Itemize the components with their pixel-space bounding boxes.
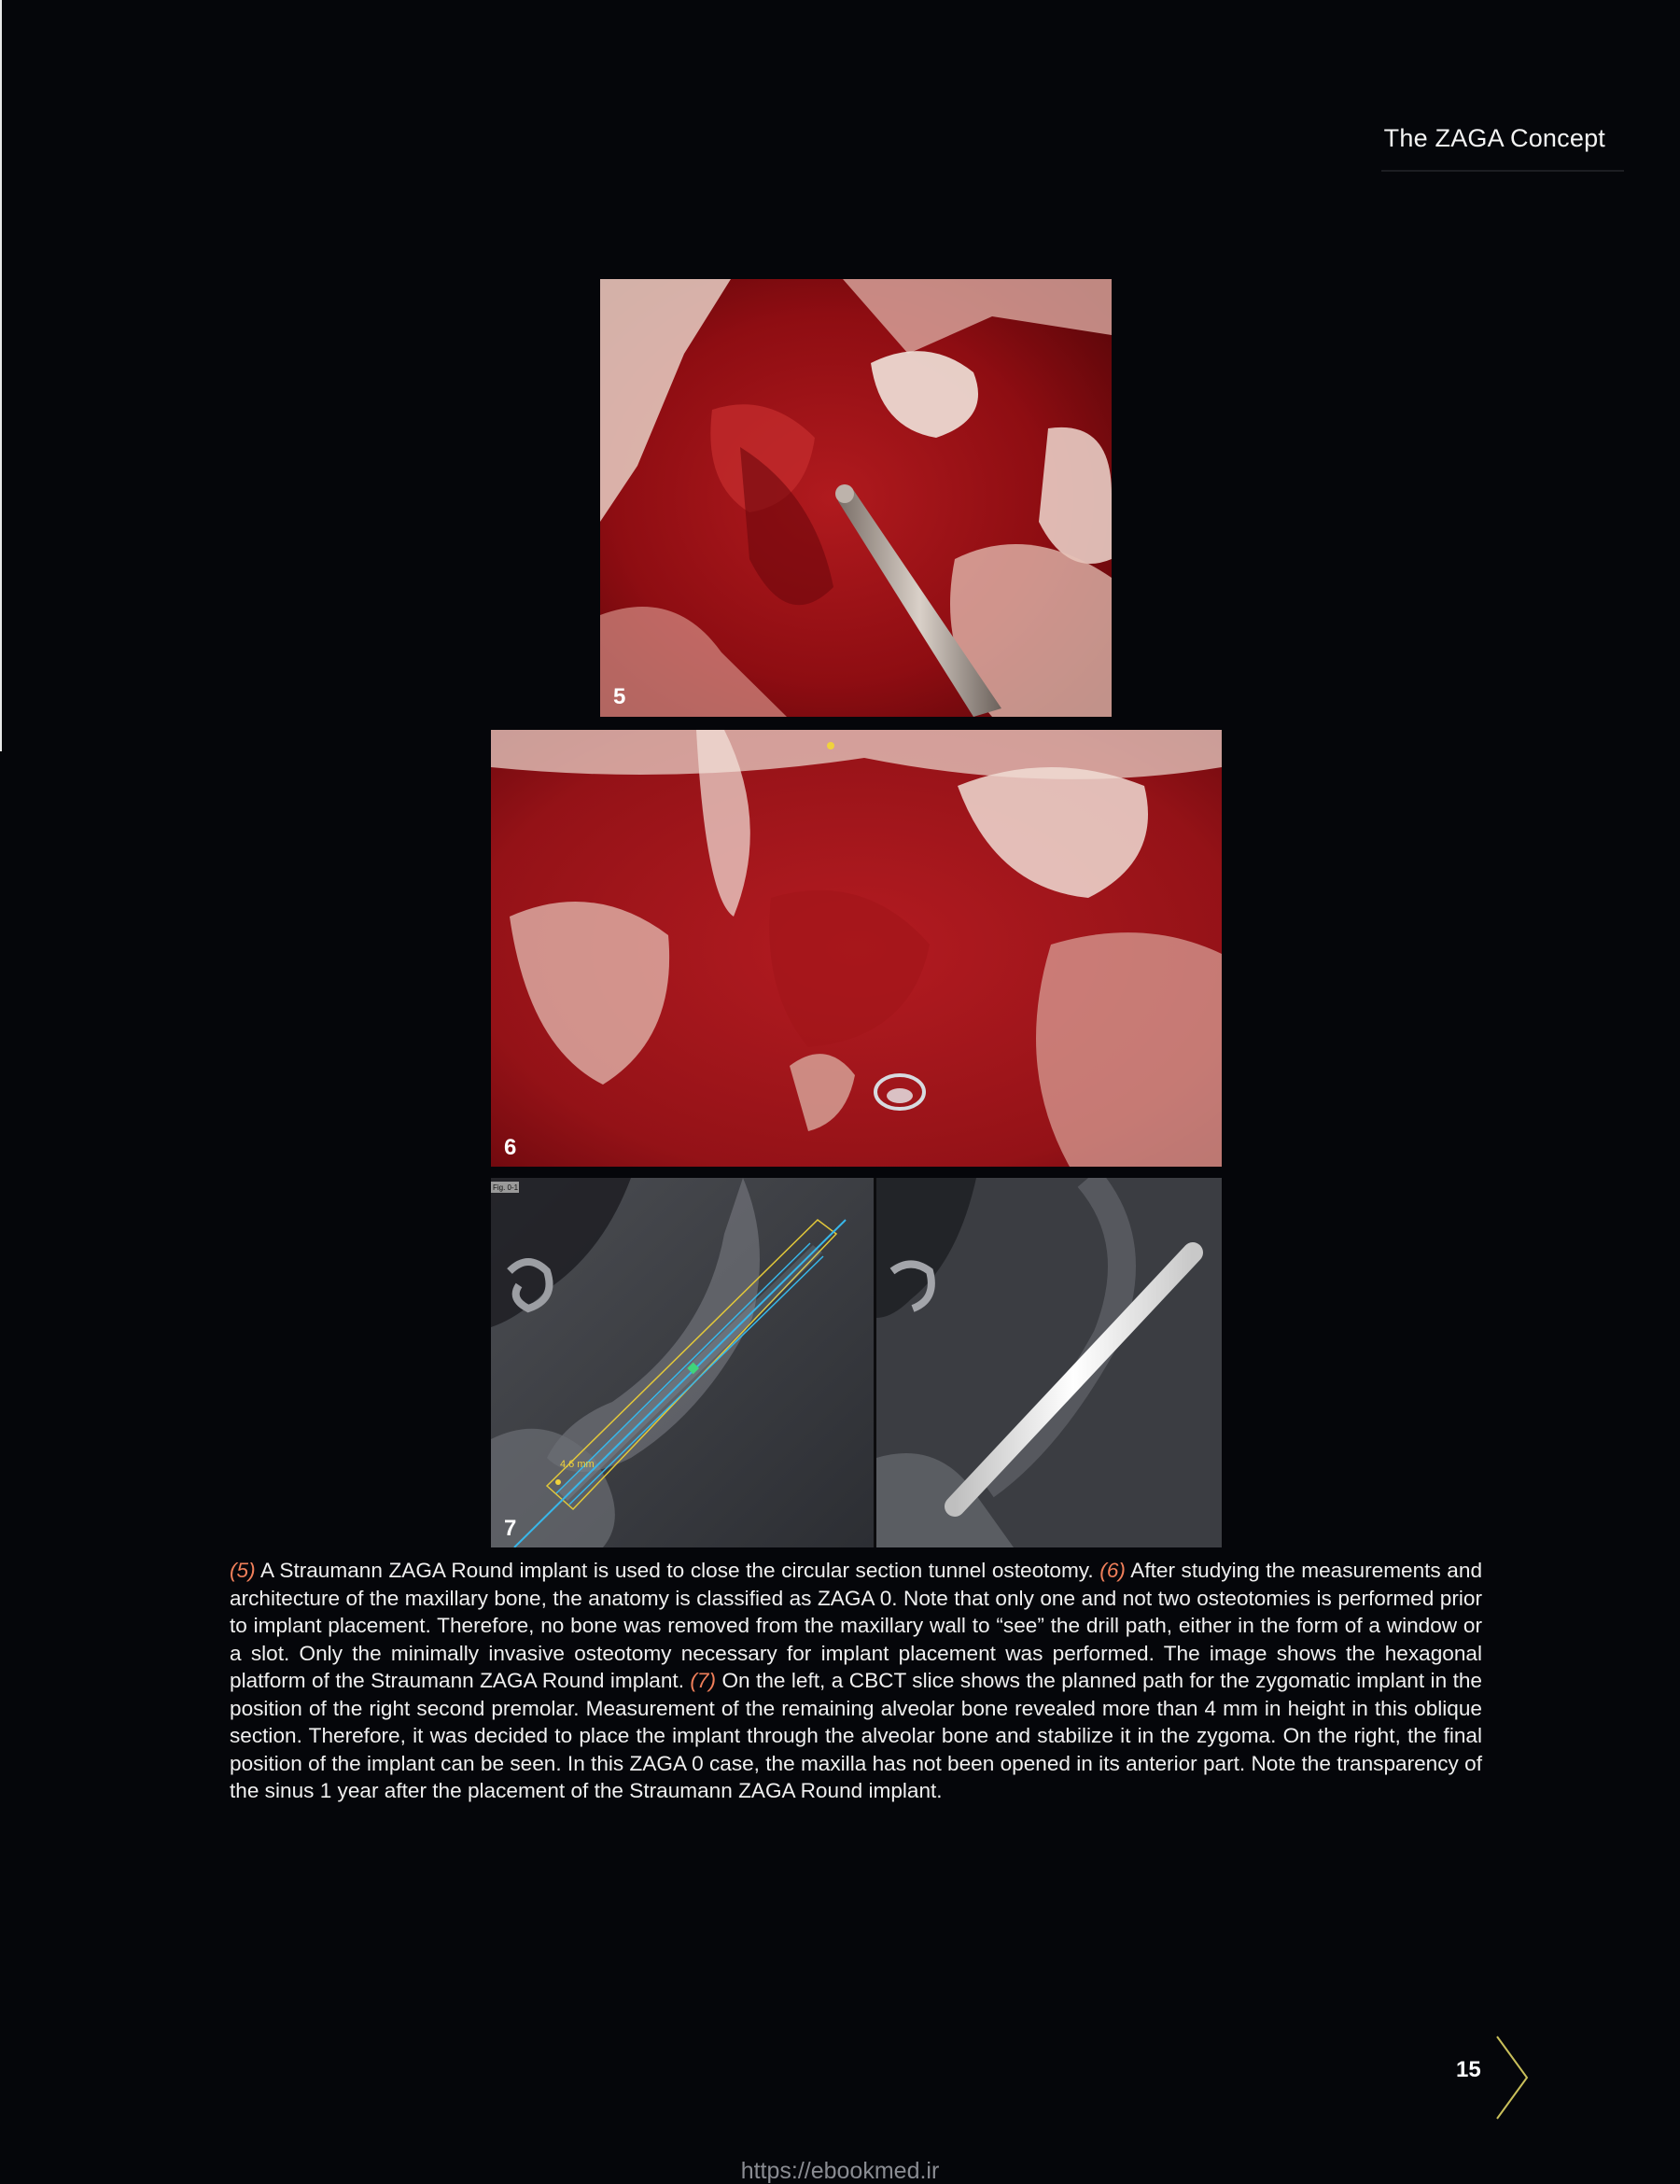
caption-ref-7: (7) bbox=[690, 1669, 717, 1692]
figure-6-surgical-photo bbox=[491, 730, 1222, 1167]
surgical-photo-5 bbox=[600, 279, 1112, 717]
figure-7-cbct-slices bbox=[491, 1178, 1222, 1547]
figure-6-label: 6 bbox=[504, 1135, 517, 1160]
cbct-view-tag: Fig. 0-1 bbox=[493, 1183, 519, 1192]
surgical-photo-6 bbox=[491, 730, 1222, 1167]
header-rule bbox=[1381, 170, 1624, 172]
page-edge bbox=[0, 0, 2, 751]
figure-7-label: 7 bbox=[504, 1516, 517, 1541]
page-number: 15 bbox=[1456, 2057, 1481, 2082]
chevron-right-icon[interactable] bbox=[1493, 2035, 1531, 2121]
running-header: The ZAGA Concept bbox=[1383, 124, 1605, 152]
measurement-annotation: 4.6 mm bbox=[560, 1459, 595, 1470]
figure-5-label: 5 bbox=[613, 684, 626, 709]
caption-ref-5: (5) bbox=[230, 1559, 256, 1582]
figure-5-surgical-photo bbox=[600, 279, 1112, 717]
caption-ref-6: (6) bbox=[1099, 1559, 1126, 1582]
caption-text-5: A Straumann ZAGA Round implant is used to close the circular section tunnel osteotomy. bbox=[255, 1559, 1100, 1582]
figure-caption bbox=[230, 1557, 1482, 1805]
source-url-link[interactable]: https://ebookmed.ir bbox=[740, 2158, 940, 2184]
cbct-images bbox=[491, 1178, 1222, 1547]
caption-text-6: After studying the measurements and architecture of the maxillary bone, the anatomy is classified as ZAGA 0. Note that only one and not two osteotomies is performed prior to implant placement. Therefore, no bone was removed from the maxillary wall to “see” the drill path, either in the form of a window or a slot. Only the minimally invasive osteotomy necessary for implant placement was performed. The image shows the hexagonal platform of the Straumann ZAGA Round implant. bbox=[230, 1559, 1483, 1692]
caption-text-7: On the left, a CBCT slice shows the planned path for the zygomatic implant in the position of the right second premolar. Measurement of the remaining alveolar bone revealed more than 4 mm in height in this oblique section. Therefore, it was decided to place the implant through the alveolar bone and stabilize it in the zygoma. On the right, the final position of the implant can be seen. In this ZAGA 0 case, the maxilla has not been opened in its anterior part. Note the transparency of the sinus 1 year after the placement of the Straumann ZAGA Round implant. bbox=[230, 1669, 1482, 1802]
